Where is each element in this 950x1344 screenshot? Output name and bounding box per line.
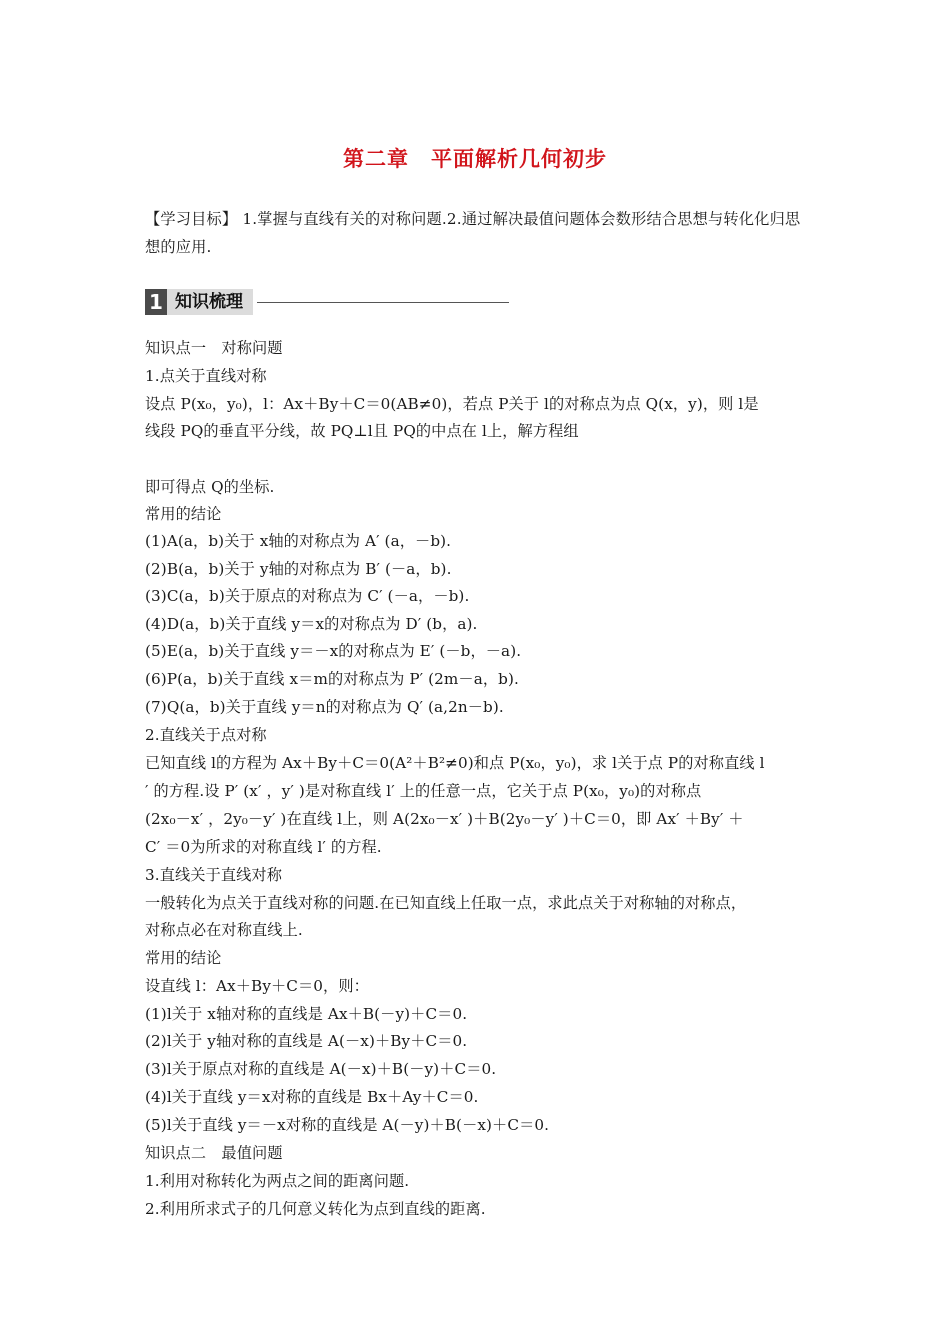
section-header [145,289,509,315]
section-number: 1 [145,289,167,315]
topic-heading: 知识点一 对称问题 [145,339,283,357]
list-item: (1)A(a，b)关于 x轴的对称点为 A′ (a，－b). [145,532,452,550]
chapter-title: 第二章 平面解析几何初步 [343,147,607,171]
topic-heading: 知识点二 最值问题 [145,1144,283,1162]
list-item: (4)l关于直线 y＝x对称的直线是 Bx＋Ay＋C＝0. [145,1088,479,1106]
subheading: 常用的结论 [145,949,222,967]
paragraph-line: (2x₀－x′ ，2y₀－y′ )在直线 l上，则 A(2x₀－x′ )＋B(2y₀－y′ )＋C＝0，即 Ax′ ＋By′ ＋ [145,810,744,828]
list-item: 2.利用所求式子的几何意义转化为点到直线的距离. [145,1200,486,1218]
list-item: (5)E(a，b)关于直线 y＝－x的对称点为 E′ (－b，－a). [145,642,522,660]
section-title: 知识梳理 [167,289,253,315]
subheading: 1.点关于直线对称 [145,367,267,385]
subheading: 常用的结论 [145,505,222,523]
section-divider [257,302,509,303]
list-item: (7)Q(a，b)关于直线 y＝n的对称点为 Q′ (a,2n－b). [145,698,504,716]
paragraph-line: 线段 PQ的垂直平分线，故 PQ⊥l且 PQ的中点在 l上，解方程组 [145,422,579,440]
paragraph-line: 一般转化为点关于直线对称的问题.在已知直线上任取一点，求此点关于对称轴的对称点， [145,894,747,912]
subheading: 3.直线关于直线对称 [145,866,282,884]
paragraph-line: 即可得点 Q的坐标. [145,478,275,496]
list-item: (2)B(a，b)关于 y轴的对称点为 B′ (－a，b). [145,560,452,578]
learning-goals-text: 1.掌握与直线有关的对称问题.2.通过解决最值问题体会数形结合思想与转化化归思想的应用. [145,210,801,256]
learning-goals [145,205,810,261]
paragraph-line: 对称点必在对称直线上. [145,921,303,939]
list-item: (3)C(a，b)关于原点的对称点为 C′ (－a，－b). [145,587,470,605]
paragraph-line: ′ 的方程.设 P′ (x′ ，y′ )是对称直线 l′ 上的任意一点，它关于点 P(x₀，y₀)的对称点 [145,782,702,800]
list-item: (2)l关于 y轴对称的直线是 A(－x)＋By＋C＝0. [145,1032,468,1050]
list-item: 1.利用对称转化为两点之间的距离问题. [145,1172,410,1190]
list-item: (3)l关于原点对称的直线是 A(－x)＋B(－y)＋C＝0. [145,1060,497,1078]
subheading: 2.直线关于点对称 [145,726,267,744]
learning-goals-tag: 【学习目标】 [145,210,238,228]
paragraph-line: 设点 P(x₀，y₀)，l：Ax＋By＋C＝0(AB≠0)，若点 P关于 l的对称点为点 Q(x，y)，则 l是 [145,395,759,413]
list-item: (1)l关于 x轴对称的直线是 Ax＋B(－y)＋C＝0. [145,1005,468,1023]
list-item: (6)P(a，b)关于直线 x＝m的对称点为 P′ (2m－a，b). [145,670,519,688]
paragraph-line: 已知直线 l的方程为 Ax＋By＋C＝0(A²＋B²≠0)和点 P(x₀，y₀)，求 l关于点 P的对称直线 l [145,754,765,772]
paragraph-line: 设直线 l：Ax＋By＋C＝0，则： [145,977,369,995]
list-item: (5)l关于直线 y＝－x对称的直线是 A(－y)＋B(－x)＋C＝0. [145,1116,550,1134]
list-item: (4)D(a，b)关于直线 y＝x的对称点为 D′ (b，a). [145,615,478,633]
paragraph-line: C′ ＝0为所求的对称直线 l′ 的方程. [145,838,382,856]
